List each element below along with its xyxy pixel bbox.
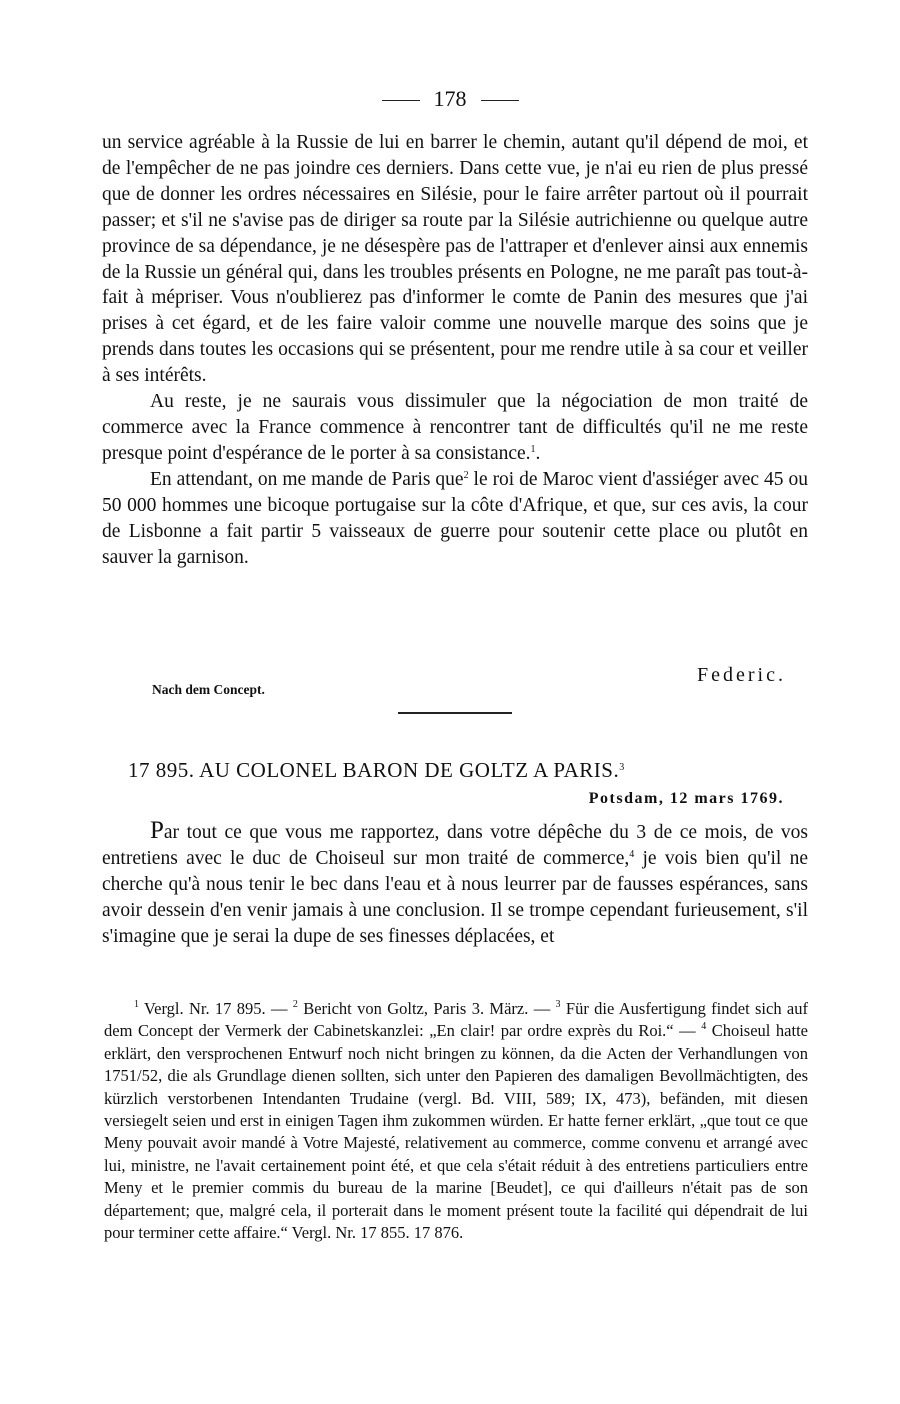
letter-text-a: ar tout ce que vous me rapportez, dans votre dépêche du 3 de ce mois, de vos entretiens avec le duc de Choiseul sur mon traité de commerce, [102, 822, 808, 869]
footnote-ref-1: 1 [530, 443, 536, 455]
page-number [0, 86, 900, 112]
page-number-dash-left [382, 100, 420, 101]
footnote-text-4: Choiseul hatte erklärt, den versprochenen Entwurf noch nicht bringen zu können, da die Acten der Verhandlungen von 1751/52, die als Grundlage dienen sollten, sich unter den Papieren des damaligen Bevollmächtigten, des kürzlich verstorbenen Intendanten Trudaine (vergl. Bd. VIII, 589; IX, 473), befänden, mit diesen versiegelt seien und erst in einigen Tagen ihm zukommen würden. Er hatte ferner erklärt, „que tout ce que Meny pouvait avoir mandé à Votre Majesté, relativement au commerce, comme convenu et arrangé avec lui, ministre, ne l'avait certainement point été, et que cela s'était réduit à des entretiens particuliers entre Meny et le premier commis du bureau de la marine [Beudet], ce qui d'ailleurs n'était pas de son département; que, malgré cela, il porterait dans le moment présent toute la facilité qui dépendrait de lui pour terminer cette affaire.“ Vergl. Nr. 17 855. 17 876. [104, 1021, 808, 1243]
paragraph-2-text: Au reste, je ne saurais vous dissimuler que la négociation de mon traité de commerce avec la France commence à rencontrer tant de difficultés qu'il ne me reste presque point d'espérance de le porter à sa consistance. [102, 391, 808, 464]
paragraph-3-text-b: le roi de Maroc vient d'assiéger avec 45 ou 50 000 hommes une bicoque portugaise sur la côte d'Afrique, et que, sur ces avis, la cour de Lisbonne a fait partir 5 vaisseaux de guerre pour soutenir cette place ou plutôt en sauver la garnison. [102, 468, 808, 568]
footnote-text-1: Vergl. Nr. 17 895. — [139, 999, 293, 1018]
paragraph-3-text-a: En attendant, on me mande de Paris que [150, 468, 464, 490]
footnote-ref-4: 4 [629, 848, 635, 860]
letter-paragraph [102, 818, 808, 950]
footnote-mark-3: 3 [555, 999, 561, 1010]
letter-heading [128, 758, 808, 783]
footnote-text-2: Bericht von Goltz, Paris 3. März. — [297, 999, 556, 1018]
footnote-ref-3: 3 [619, 762, 625, 773]
paragraph-3 [102, 467, 808, 571]
signature: Federic. [697, 664, 786, 686]
paragraph-1: un service agréable à la Russie de lui en barrer le chemin, autant qu'il dépend de moi, et de l'empêcher de ne pas joindre ces derniers. Dans cette vue, je n'ai eu rien de plus pressé que de donner les ordres nécessaires en Silésie, pour le faire arrêter partout où il pourrait passer; et s'il ne s'avise pas de diriger sa route par la Silésie autrichienne ou quelque autre province de sa dépendance, je ne désespère pas de l'attraper et d'enlever ainsi aux ennemis de la Russie un général qui, dans les troubles présents en Pologne, ne me paraît pas tout-à-fait à mépriser. Vous n'oublierez pas d'informer le comte de Panin des mesures que j'ai prises à cet égard, et de les faire valoir comme une nouvelle marque des soins que je prends dans toutes les occasions qui se présentent, pour me rendre utile à sa cour et veiller à ses intérêts. [102, 132, 808, 387]
continuation-text [102, 130, 808, 570]
footnote-mark-2: 2 [292, 999, 298, 1010]
letter-initial: P [150, 817, 164, 844]
letter-text-b: je vois bien qu'il ne cherche qu'à nous tenir le bec dans l'eau et à nous leurrer par de fausses espérances, sans avoir dessein d'en venir jamais à une conclusion. Il se trompe cependant furieusement, s'il s'imagine que je serai la dupe de ses finesses déplacées, et [102, 847, 808, 947]
page-number-text: 178 [433, 86, 467, 111]
footnote-text-3: Für die Ausfertigung findet sich auf dem Concept der Vermerk der Cabinetskanzlei: „En clair! par ordre exprès du Roi.“ — [104, 999, 808, 1041]
footnotes [104, 998, 808, 1244]
footnote-mark-1: 1 [134, 999, 139, 1010]
footnote-block [104, 998, 808, 1244]
page-number-dash-right [481, 100, 519, 101]
footnote-mark-4: 4 [701, 1021, 707, 1033]
letter-heading-text: 17 895. AU COLONEL BARON DE GOLTZ A PARIS. [128, 758, 620, 782]
section-divider [398, 712, 512, 714]
letter-body [102, 818, 808, 950]
paragraph-2-end: . [535, 442, 541, 464]
source-note: Nach dem Concept. [152, 682, 265, 697]
letter-dateline: Potsdam, 12 mars 1769. [588, 790, 784, 807]
paragraph-2 [102, 389, 808, 467]
footnote-ref-2: 2 [463, 469, 469, 481]
